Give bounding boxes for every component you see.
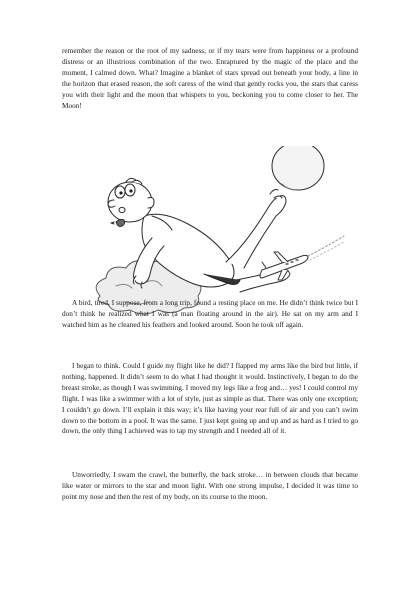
- paragraph-3: I began to think. Could I guide my flight like he did? I flapped my arms like the bird but little, if nothing, happened. It didn’t seem to do what I had thought it would. Instinctively, I began to do the breast stroke, as though I was swimming. I moved my legs like a frog and… yes! I could control my flight. I was like a swimmer with a lot of style, just as simple as that. There was only one exception; I couldn’t go down. I’ll explain it this way; it’s like having your rear full of air and you can’t swim down to the bottom in a pool. It was the same. I just kept going up and up and as hard as I tried to go down, the only thing I achieved was to tap my strength and I needed all of it.: [62, 361, 358, 436]
- bird-drawing: [111, 219, 125, 226]
- paragraph-1: remember the reason or the root of my sadness, or if my tears were from happiness or a profound distress or an illustrious combination of the two. Enraptured by the magic of the place and the moment, I calmed down. What? Imagine a blanket of stars spread out beneath your body, a line in the horizon that erased reason, the soft caress of the wind that gently rocks you, the stars that caress you with their light and the moon that whispers to you, beckoning you to come closer to her. The Moon!: [62, 46, 358, 110]
- paragraph-2: A bird, tired, I suppose, from a long trip, found a resting place on me. He didn’t think twice but I don’t think he realized what I was (a man floating around in the air). He sat on my arm and I watched him as he cleaned his feathers and looked around. Soon he took off again.: [62, 298, 358, 329]
- paragraph-4: Unworriedly, I swam the crawl, the butterfly, the back stroke… in between clouds that became like water or mirrors to the star and moon light. With one strong impulse, I decided it was time to point my nose and then the rest of my body, on its course to the moon.: [62, 470, 358, 501]
- moon-drawing: [272, 146, 324, 190]
- airplane-drawing: [260, 236, 344, 280]
